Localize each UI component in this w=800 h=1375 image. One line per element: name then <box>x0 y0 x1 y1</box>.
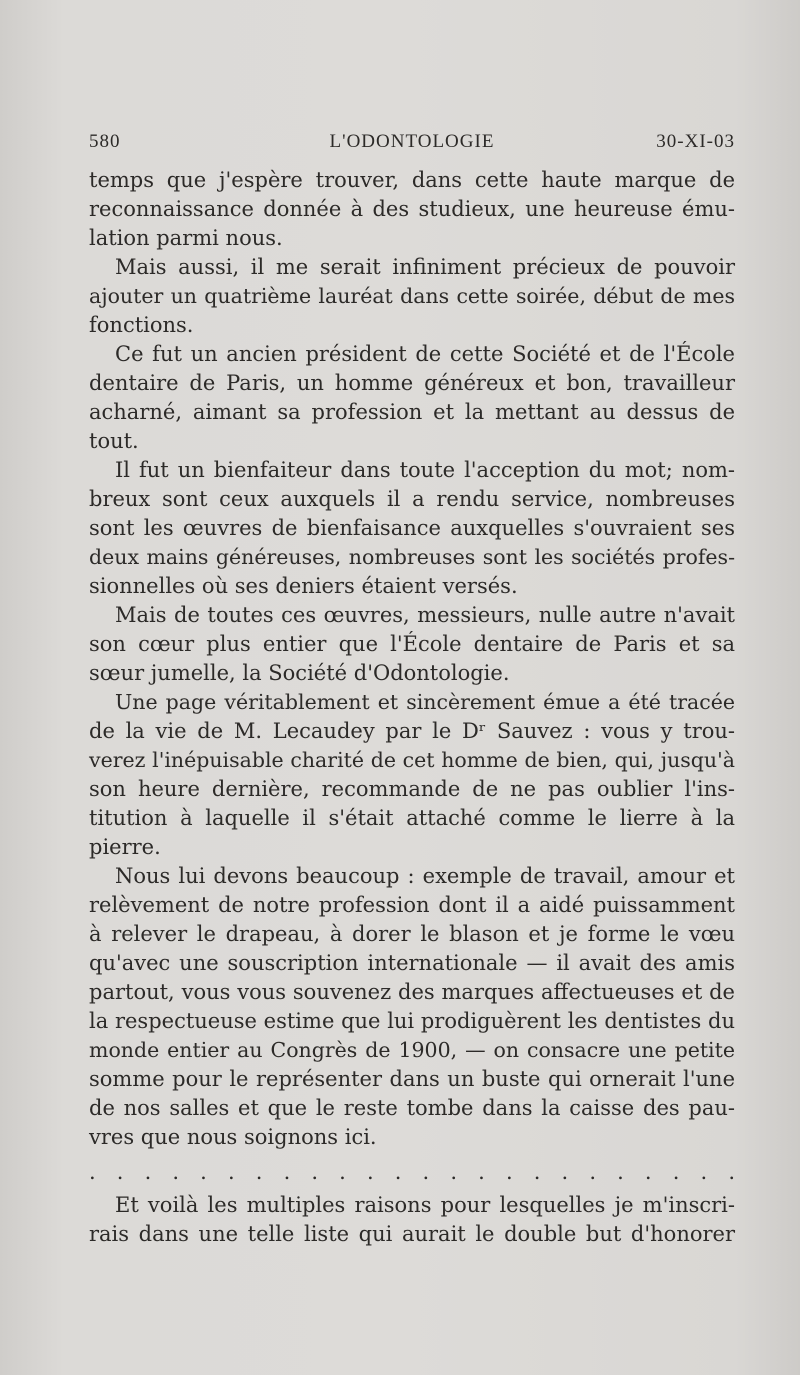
text-line: son heure dernière, recommande de ne pas oublier l'ins- <box>89 777 735 801</box>
text-line: Une page véritablement et sincèrement émue a été tracée <box>115 690 735 714</box>
text-line: à relever le drapeau, à dorer le blason et je forme le vœu <box>89 922 735 946</box>
page-number: 580 <box>89 131 121 152</box>
text-line: son cœur plus entier que l'École dentaire de Paris et sa <box>89 632 735 656</box>
text-line: la respectueuse estime que lui prodiguèrent les dentistes du <box>89 1009 735 1033</box>
text-line: partout, vous vous souvenez des marques affectueuses et de <box>89 980 735 1004</box>
text-line: titution à laquelle il s'était attaché comme le lierre à la <box>89 806 735 830</box>
text-line: tout. <box>89 429 139 453</box>
text-line: lation parmi nous. <box>89 226 283 250</box>
text-line: relèvement de notre profession dont il a aidé puissamment <box>89 893 735 917</box>
text-line: fonctions. <box>89 313 194 337</box>
text-line: dentaire de Paris, un homme généreux et bon, travailleur <box>89 371 735 395</box>
issue-date: 30-XI-03 <box>656 131 735 152</box>
text-line: sœur jumelle, la Société d'Odontologie. <box>89 661 510 685</box>
text-line: pierre. <box>89 835 161 859</box>
text-line: deux mains généreuses, nombreuses sont les sociétés profes- <box>89 545 735 569</box>
text-line: qu'avec une souscription internationale — il avait des amis <box>89 951 735 975</box>
journal-title: L'ODONTOLOGIE <box>329 131 495 152</box>
text-line: temps que j'espère trouver, dans cette haute marque de <box>89 168 735 192</box>
text-line: acharné, aimant sa profession et la mettant au dessus de <box>89 400 735 424</box>
text-line: Il fut un bienfaiteur dans toute l'acception du mot; nom- <box>115 458 735 482</box>
text-line: Mais de toutes ces œuvres, messieurs, nulle autre n'avait <box>115 603 735 627</box>
text-line: somme pour le représenter dans un buste qui ornerait l'une <box>89 1067 735 1091</box>
text-line: Mais aussi, il me serait infiniment précieux de pouvoir <box>115 255 735 279</box>
text-line: sionnelles où ses deniers étaient versés. <box>89 574 518 598</box>
text-line: breux sont ceux auxquels il a rendu service, nombreuses <box>89 487 735 511</box>
body-text <box>89 166 735 1249</box>
running-header <box>89 131 735 161</box>
text-line: Nous lui devons beaucoup : exemple de travail, amour et <box>115 864 735 888</box>
text-line: Et voilà les multiples raisons pour lesquelles je m'inscri- <box>115 1193 735 1217</box>
text-line: Ce fut un ancien président de cette Société et de l'École <box>115 342 735 366</box>
text-line: reconnaissance donnée à des studieux, une heureuse ému- <box>89 197 735 221</box>
text-line: rais dans une telle liste qui aurait le double but d'honorer <box>89 1222 735 1246</box>
text-line: vres que nous soignons ici. <box>89 1125 377 1149</box>
text-line: verez l'inépuisable charité de cet homme de bien, qui, jusqu'à <box>89 748 735 772</box>
text-line: monde entier au Congrès de 1900, — on consacre une petite <box>89 1038 735 1062</box>
text-line: de nos salles et que le reste tombe dans la caisse des pau- <box>89 1096 735 1120</box>
ellipsis-separator: . . . . . . . . . . . . . . . . . . . . . . . . <box>89 1160 735 1184</box>
text-line: de la vie de M. Lecaudey par le Dʳ Sauvez : vous y trou- <box>89 719 735 743</box>
text-line: sont les œuvres de bienfaisance auxquelles s'ouvraient ses <box>89 516 735 540</box>
text-line: ajouter un quatrième lauréat dans cette soirée, début de mes <box>89 284 735 308</box>
